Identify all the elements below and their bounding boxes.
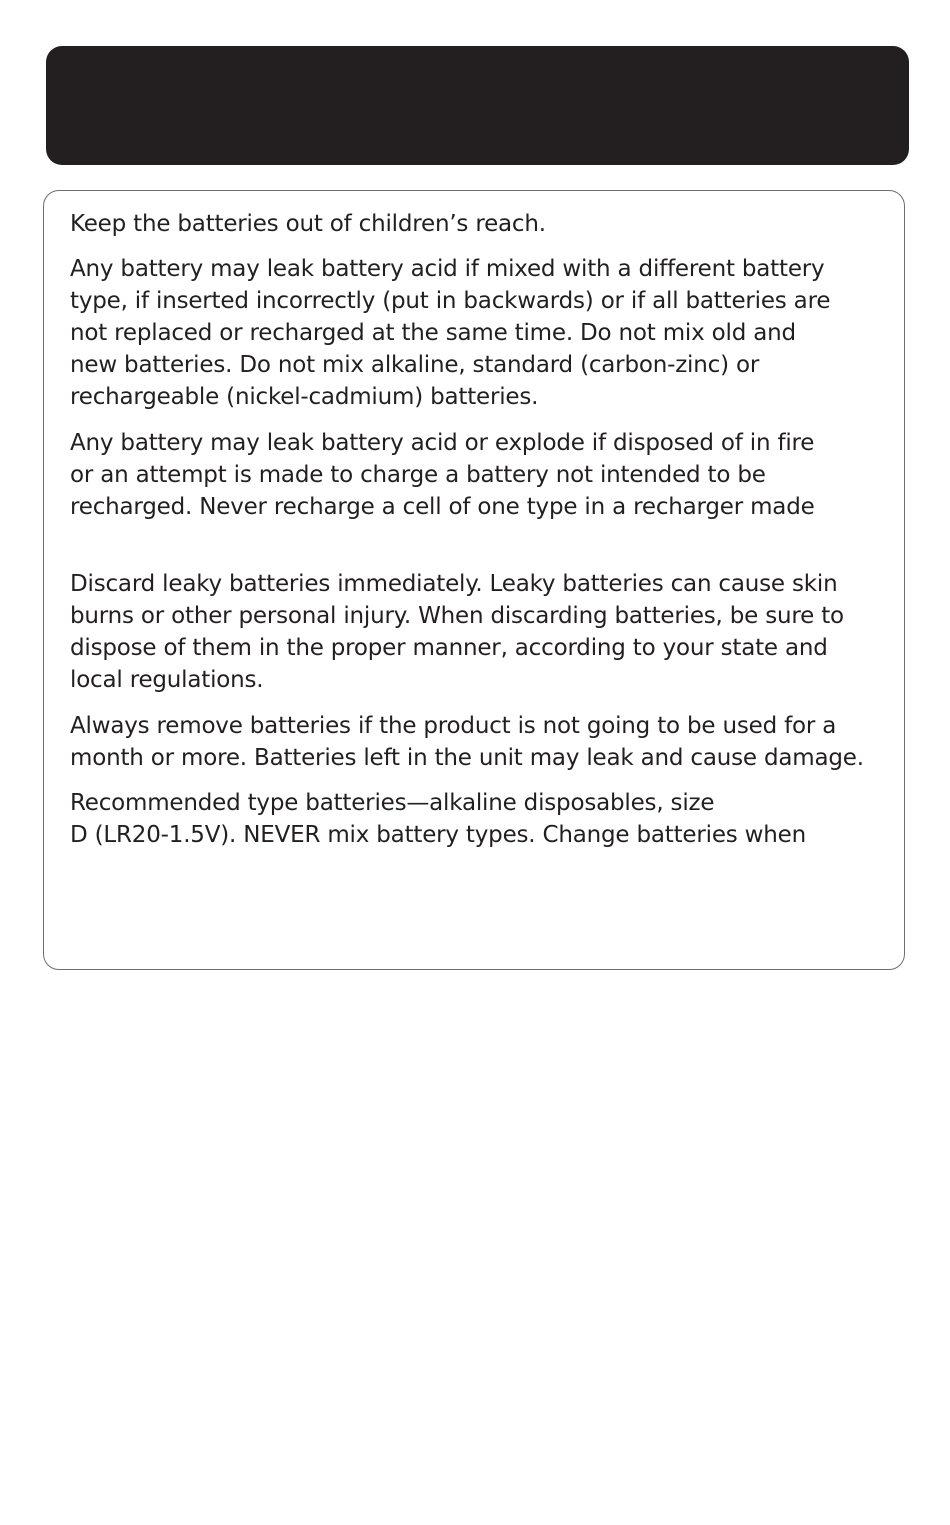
- text-line: not replaced or recharged at the same time. Do not mix old and: [70, 320, 796, 346]
- text-line: Keep the batteries out of children’s reach.: [70, 211, 546, 237]
- paragraph-children-reach: [70, 208, 546, 240]
- text-line: dispose of them in the proper manner, according to your state and: [70, 635, 828, 661]
- text-line: rechargeable (nickel-cadmium) batteries.: [70, 384, 539, 410]
- paragraph-mixing-batteries: [70, 253, 830, 413]
- text-line: type, if inserted incorrectly (put in backwards) or if all batteries are: [70, 288, 831, 314]
- paragraph-leaky-batteries: [70, 568, 844, 696]
- text-line: D (LR20-1.5V). NEVER mix battery types. Change batteries when: [70, 822, 806, 848]
- paragraph-recommended-type: [70, 787, 806, 851]
- paragraph-remove-batteries: [70, 710, 864, 774]
- text-line: Any battery may leak battery acid if mixed with a different battery: [70, 256, 825, 282]
- paragraph-fire-recharge: [70, 427, 815, 523]
- text-line: Always remove batteries if the product is not going to be used for a: [70, 713, 837, 739]
- text-line: new batteries. Do not mix alkaline, standard (carbon-zinc) or: [70, 352, 760, 378]
- text-line: month or more. Batteries left in the unit may leak and cause damage.: [70, 745, 864, 771]
- text-line: recharged. Never recharge a cell of one type in a recharger made: [70, 494, 815, 520]
- text-line: Discard leaky batteries immediately. Leaky batteries can cause skin: [70, 571, 838, 597]
- text-line: Any battery may leak battery acid or explode if disposed of in fire: [70, 430, 815, 456]
- text-line: burns or other personal injury. When discarding batteries, be sure to: [70, 603, 844, 629]
- text-line: Recommended type batteries—alkaline disposables, size: [70, 790, 715, 816]
- text-line: local regulations.: [70, 667, 264, 693]
- text-line: or an attempt is made to charge a battery not intended to be: [70, 462, 766, 488]
- header-bar: [46, 46, 909, 165]
